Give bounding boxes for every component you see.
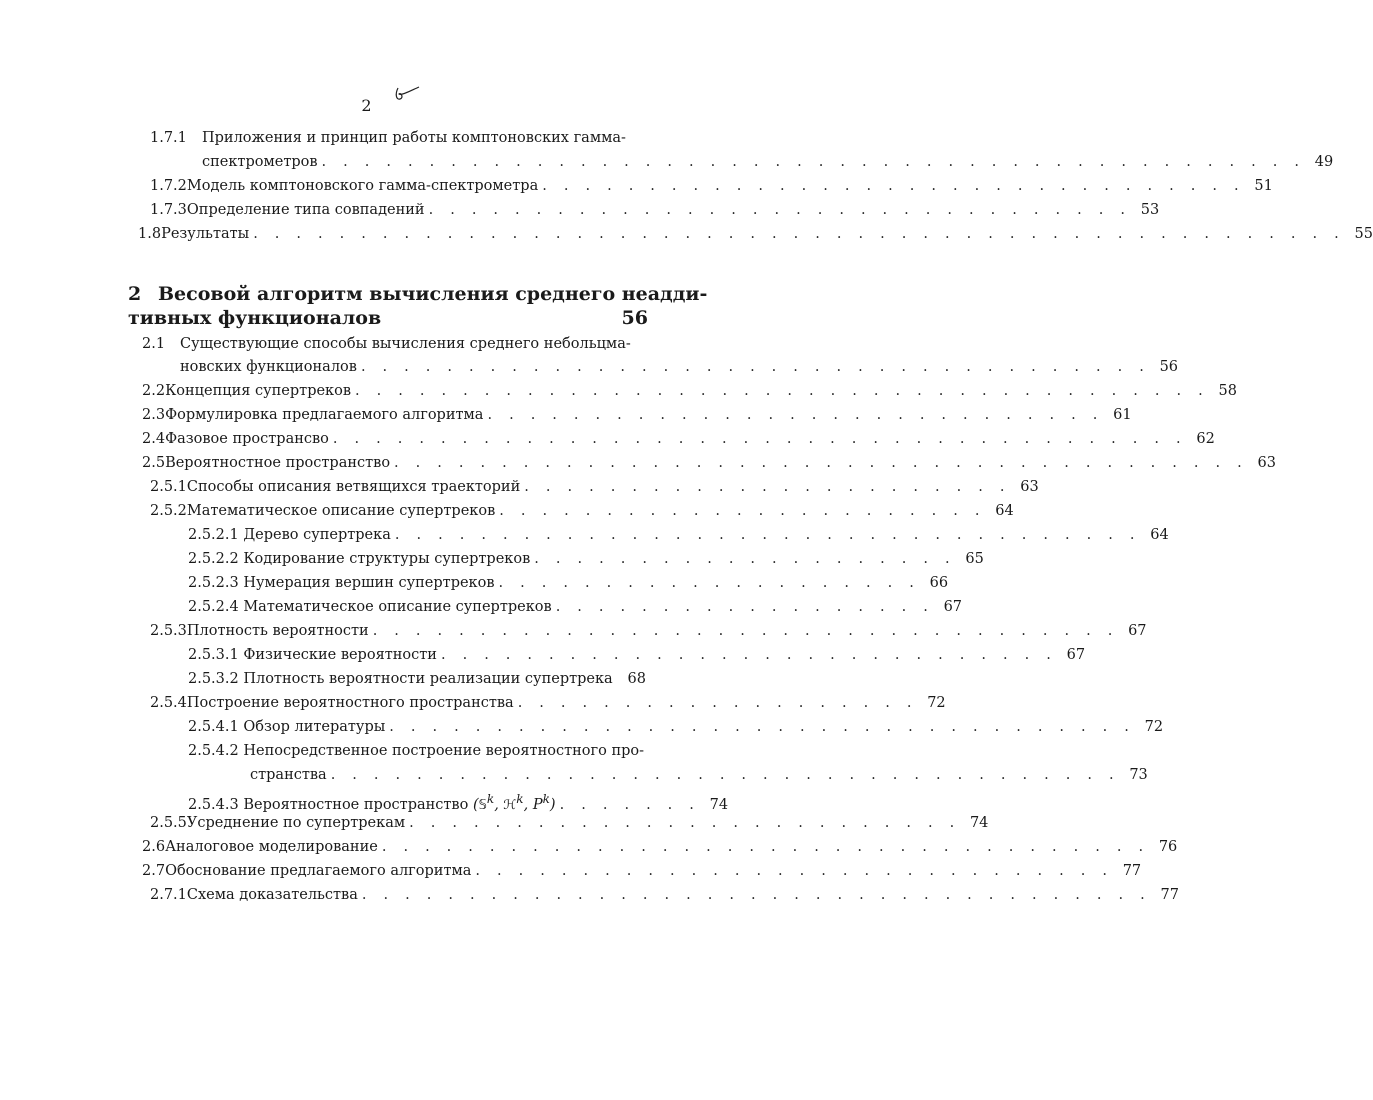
- entry-title: 2.5.2.2 Кодирование структуры супертреков: [188, 551, 531, 567]
- entry-title: Аналоговое моделирование: [165, 839, 378, 855]
- entry-number: 2.6: [142, 839, 166, 855]
- entry-number: 1.7.1: [150, 130, 187, 146]
- math-symbol-s: 𝕊: [478, 797, 487, 813]
- entry-number: 2.3: [142, 407, 166, 423]
- leader-dots: . . . . . . . . . . . . . . . . . . . . . . .: [499, 503, 986, 519]
- toc-entry-2-4[interactable]: [142, 430, 1215, 448]
- toc-entry-2-5-1[interactable]: [150, 478, 1039, 496]
- leader-dots: . . . . . . . . . . . . . . . . . . . . . . . . . . . . .: [487, 407, 1104, 423]
- toc-entry-2-1-line1: [142, 335, 631, 353]
- entry-page: 61: [1113, 407, 1132, 423]
- entry-title-cont: спектрометров: [202, 154, 318, 170]
- entry-title: 2.5.4.2 Непосредственное построение вероятностного про-: [188, 743, 645, 759]
- toc-entry-1-7-1-line1: [150, 129, 626, 147]
- entry-page: 64: [995, 503, 1014, 519]
- leader-dots: . . . . . . . . . . . . . . . . . . . . . . . . . . . . . . . . . . .: [389, 719, 1136, 735]
- toc-entry-2-5-4[interactable]: [150, 694, 946, 712]
- toc-entry-2-2[interactable]: [142, 382, 1237, 400]
- entry-title-cont: странства: [250, 767, 327, 783]
- toc-entry-2-5-4-2[interactable]: [250, 766, 1148, 784]
- leader-dots: . . . . . . . . . . . . . . . . . . . . . . . . . . . . . . . . . . . .: [381, 839, 1150, 855]
- entry-page: 76: [1158, 839, 1178, 855]
- leader-dots: . . . . . . . . . . . . . . . . . . . . . . . . . . . . . . . . . . .: [372, 623, 1119, 639]
- leader-dots: . . . . . . .: [559, 796, 701, 813]
- entry-title: Плотность вероятности: [186, 623, 369, 639]
- leader-dots: . . . . . . . . . . . . . . . . . . . . . . . . . . . . . . . . .: [542, 178, 1245, 194]
- leader-dots: . . . . . . . . . . . . . . . . . .: [555, 599, 935, 615]
- toc-entry-1-8[interactable]: [138, 225, 1373, 243]
- entry-number: 1.8: [138, 226, 162, 242]
- toc-entry-2-5-3-1[interactable]: [188, 646, 1086, 664]
- entry-number: 2.1: [142, 336, 166, 352]
- entry-page: 77: [1160, 887, 1179, 903]
- entry-page: 67: [1066, 647, 1086, 663]
- toc-entry-2-7-1[interactable]: [150, 886, 1179, 904]
- entry-page: 74: [709, 796, 729, 813]
- leader-dots: . . . . . . . . . . . . . . . . . . . .: [534, 551, 956, 567]
- toc-entry-2-5-2-2[interactable]: [188, 550, 984, 568]
- leader-dots: . . . . . . . . . . . . . . . . . . . . . . . . . . . . . . . . .: [428, 202, 1132, 218]
- entry-title: Схема доказательства: [186, 887, 358, 903]
- entry-number: 2.7.1: [150, 887, 187, 903]
- entry-page: 73: [1129, 767, 1148, 783]
- leader-dots: [617, 670, 618, 688]
- toc-entry-1-7-1[interactable]: [202, 153, 1334, 171]
- entry-title: 2.5.4.1 Обзор литературы: [188, 719, 386, 735]
- toc-entry-2-5-2-1[interactable]: [188, 526, 1169, 544]
- math-sep: ,: [494, 796, 504, 813]
- leader-dots: . . . . . . . . . . . . . . . . . . .: [517, 695, 918, 711]
- entry-number: 2.5.4: [150, 695, 187, 711]
- entry-page: 63: [1257, 455, 1276, 471]
- toc-entry-2-6[interactable]: [142, 838, 1178, 856]
- entry-title: Концепция супертреков: [165, 383, 352, 399]
- entry-page: 65: [965, 551, 984, 567]
- entry-number: 2.5.1: [150, 479, 187, 495]
- leader-dots: . . . . . . . . . . . . . . . . . . . . . . . . . . . . . . . . . . . . .: [360, 359, 1151, 375]
- entry-title: Фазовое пространсво: [165, 431, 329, 447]
- leader-dots: . . . . . . . . . . . . . . . . . . . . . . . . . . . . . . . . . . . . .: [361, 887, 1151, 903]
- entry-number: 2.5.5: [150, 815, 187, 831]
- toc-entry-2-5-4-1[interactable]: [188, 718, 1164, 736]
- leader-dots: . . . . . . . . . . . . . . . . . . . . . . . . . . . . . . . . . . . . . . . . . . . . . .: [321, 154, 1306, 170]
- entry-title: 2.5.2.4 Математическое описание супертреков: [188, 599, 552, 615]
- entry-number: 2.2: [142, 383, 166, 399]
- entry-page: 49: [1314, 154, 1334, 170]
- entry-title: 2.5.3.1 Физические вероятности: [188, 647, 437, 663]
- toc-entry-2-5-3-2[interactable]: [188, 670, 646, 688]
- leader-dots: . . . . . . . . . . . . . . . . . . . . . . . . . . . . . . . . . . .: [394, 527, 1141, 543]
- math-paren: ): [549, 796, 556, 813]
- leader-dots: . . . . . . . . . . . . . . . . . . . . . . . . . . . . . . . . . . . . .: [330, 767, 1120, 783]
- entry-page: 77: [1122, 863, 1142, 879]
- entry-title: Формулировка предлагаемого алгоритма: [165, 407, 484, 423]
- toc-entry-2-5-5[interactable]: [150, 814, 989, 832]
- entry-number: 1.7.3: [150, 202, 187, 218]
- toc-entry-2-7[interactable]: [142, 862, 1142, 880]
- leader-dots: . . . . . . . . . . . . . . . . . . . . . . . . . . . . . .: [475, 863, 1114, 879]
- entry-page: 63: [1020, 479, 1039, 495]
- toc-entry-2-1[interactable]: [180, 358, 1179, 376]
- entry-page: 62: [1196, 431, 1215, 447]
- chapter-page: 56: [621, 307, 648, 329]
- entry-title: Результаты: [161, 226, 250, 242]
- entry-page: 55: [1354, 226, 1373, 242]
- leader-dots: . . . . . . . . . . . . . . . . . . . . . . .: [524, 479, 1011, 495]
- chapter-number: 2: [128, 283, 142, 305]
- entry-page: 67: [1128, 623, 1147, 639]
- chapter-2-heading-line1[interactable]: [128, 282, 708, 306]
- toc-entry-2-5[interactable]: [142, 454, 1276, 472]
- toc-entry-2-5-4-3[interactable]: [188, 790, 729, 813]
- math-symbol-h: ℋ: [503, 797, 517, 813]
- entry-title: 2.5.2.1 Дерево супертрека: [188, 527, 391, 543]
- entry-number: 1.7.2: [150, 178, 187, 194]
- math-formula: [472, 792, 556, 813]
- toc-entry-2-3[interactable]: [142, 406, 1132, 424]
- entry-page: 56: [1159, 359, 1179, 375]
- chapter-2-heading-line2[interactable]: [128, 306, 648, 330]
- leader-dots: . . . . . . . . . . . . . . . . . . . . . . . . . . . . .: [440, 647, 1058, 663]
- toc-entry-1-7-3[interactable]: [150, 201, 1160, 219]
- entry-title: Модель комптоновского гамма-спектрометра: [186, 178, 539, 194]
- leader-dots: . . . . . . . . . . . . . . . . . . . . . . . . . .: [409, 815, 961, 831]
- chapter-title-cont: тивных функционалов: [128, 307, 382, 329]
- math-sup: k: [542, 792, 550, 806]
- entry-title: Усреднение по супертрекам: [186, 815, 406, 831]
- toc-entry-2-5-2[interactable]: [150, 502, 1014, 520]
- entry-page: 51: [1254, 178, 1273, 194]
- entry-title: 2.5.3.2 Плотность вероятности реализации супертрека: [188, 671, 613, 687]
- leader-dots: . . . . . . . . . . . . . . . . . . . . . . . . . . . . . . . . . . . . . . . .: [355, 383, 1209, 399]
- entry-title: 2.5.4.3 Вероятностное пространство: [188, 796, 469, 813]
- entry-page: 74: [969, 815, 989, 831]
- chapter-title: Весовой алгоритм вычисления среднего неадди-: [158, 283, 708, 305]
- leader-dots: . . . . . . . . . . . . . . . . . . . . . . . . . . . . . . . . . . . . . . . . . . . . . . . . . . .: [253, 226, 1345, 242]
- math-paren: (: [472, 796, 479, 813]
- entry-title: Существующие способы вычисления среднего небольцма-: [180, 336, 631, 352]
- toc-entry-2-5-3[interactable]: [150, 622, 1147, 640]
- entry-number: 2.5: [142, 455, 166, 471]
- toc-entry-2-5-2-4[interactable]: [188, 598, 963, 616]
- leader-dots: . . . . . . . . . . . . . . . . . . . . . . . . . . . . . . . . . . . . . . . .: [394, 455, 1248, 471]
- entry-title: Математическое описание супертреков: [186, 503, 496, 519]
- entry-page: 53: [1140, 202, 1160, 218]
- entry-number: 2.5.2: [150, 503, 187, 519]
- math-sup: k: [486, 792, 495, 806]
- entry-title-cont: новских функционалов: [180, 359, 357, 375]
- entry-page: 66: [929, 575, 949, 591]
- toc-entry-1-7-2[interactable]: [150, 177, 1273, 195]
- entry-page: 72: [927, 695, 946, 711]
- math-sep: ,: [523, 796, 533, 813]
- entry-page: 68: [627, 671, 646, 687]
- entry-title: Определение типа совпадений: [186, 202, 425, 218]
- entry-page: 67: [943, 599, 963, 615]
- entry-page: 58: [1218, 383, 1237, 399]
- math-sup: k: [516, 792, 524, 806]
- entry-title: 2.5.2.3 Нумерация вершин супертреков: [188, 575, 495, 591]
- entry-title: Способы описания ветвящихся траекторий: [186, 479, 521, 495]
- entry-number: 2.4: [142, 431, 166, 447]
- page-number: 2: [361, 96, 372, 115]
- entry-title-group: [188, 790, 556, 815]
- entry-title: Приложения и принцип работы комптоновских гамма-: [202, 130, 626, 146]
- entry-title: Построение вероятностного пространства: [186, 695, 514, 711]
- entry-page: 64: [1150, 527, 1169, 543]
- math-symbol-p: P: [532, 796, 543, 813]
- toc-entry-2-5-4-2-line1: [188, 742, 644, 760]
- leader-dots: . . . . . . . . . . . . . . . . . . . . . . . . . . . . . . . . . . . . . . . .: [332, 431, 1187, 447]
- entry-title: Вероятностное пространство: [165, 455, 391, 471]
- handwritten-mark-icon: [392, 84, 422, 106]
- toc-entry-2-5-2-3[interactable]: [188, 574, 949, 592]
- entry-number: 2.5.3: [150, 623, 187, 639]
- entry-page: 72: [1144, 719, 1164, 735]
- leader-dots: . . . . . . . . . . . . . . . . . . . .: [498, 575, 921, 591]
- entry-title: Обоснование предлагаемого алгоритма: [165, 863, 472, 879]
- entry-number: 2.7: [142, 863, 166, 879]
